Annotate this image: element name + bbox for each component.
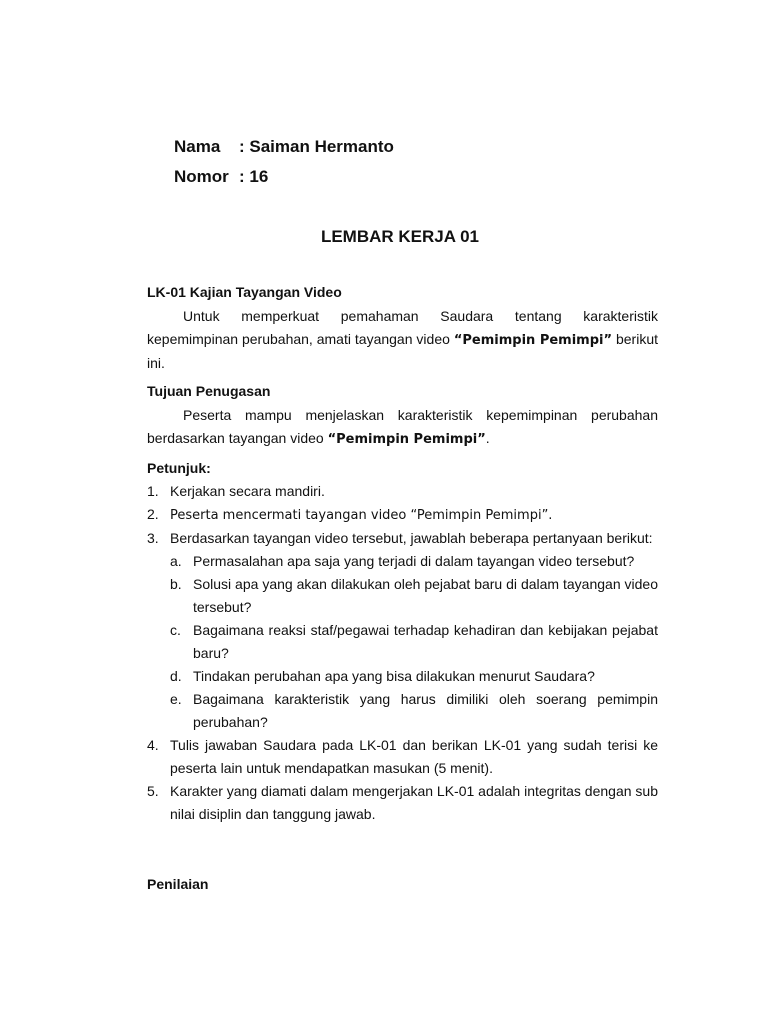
sub-item-text: Bagaimana karakteristik yang harus dimiliki oleh soerang pemimpin perubahan? xyxy=(193,691,658,730)
sub-item-text: Bagaimana reaksi staf/pegawai terhadap kehadiran dan kebijakan pejabat baru? xyxy=(193,622,658,661)
sub-item-letter: c. xyxy=(170,622,181,638)
section-heading-lk01: LK-01 Kajian Tayangan Video xyxy=(147,284,342,300)
paragraph-text-end: berikut ini. xyxy=(147,331,658,371)
list-item-text: Kerjakan secara mandiri. xyxy=(170,483,325,499)
sub-item-letter: a. xyxy=(170,553,182,569)
name-line xyxy=(174,137,394,157)
sub-list-item xyxy=(147,619,658,665)
section-heading-petunjuk: Petunjuk: xyxy=(147,460,211,476)
number-value: : 16 xyxy=(239,167,269,186)
video-title: “Pemimpin Pemimpi” xyxy=(327,432,486,447)
list-item-number: 3. xyxy=(147,530,159,546)
number-line xyxy=(174,167,268,187)
name-label: Nama xyxy=(174,137,221,156)
list-item-text: Berdasarkan tayangan video tersebut, jawablah beberapa pertanyaan berikut: xyxy=(170,530,653,546)
sub-item-text: Permasalahan apa saja yang terjadi di dalam tayangan video tersebut? xyxy=(193,553,635,569)
number-label: Nomor xyxy=(174,167,229,186)
list-item-number: 1. xyxy=(147,483,159,499)
sub-item-text: Tindakan perubahan apa yang bisa dilakukan menurut Saudara? xyxy=(193,668,595,684)
paragraph-text: Peserta mampu menjelaskan karakteristik kepemimpinan perubahan berdasarkan tayangan video xyxy=(147,407,658,446)
list-item xyxy=(147,503,658,527)
list-item-number: 4. xyxy=(147,737,159,753)
page-title: LEMBAR KERJA 01 xyxy=(320,227,480,246)
sub-list-item xyxy=(147,665,658,688)
section-paragraph-lk01 xyxy=(147,305,658,375)
sub-item-letter: d. xyxy=(170,668,182,684)
list-item xyxy=(147,527,658,550)
list-item-number: 5. xyxy=(147,783,159,799)
section-heading-tujuan: Tujuan Penugasan xyxy=(147,383,271,399)
list-item xyxy=(147,480,658,503)
sub-list-item xyxy=(147,688,658,734)
section-paragraph-tujuan xyxy=(147,404,658,451)
sub-item-letter: b. xyxy=(170,576,182,592)
sub-list-item xyxy=(147,550,658,573)
name-value: : Saiman Hermanto xyxy=(239,137,394,156)
section-heading-penilaian: Penilaian xyxy=(147,876,209,892)
list-item xyxy=(147,734,658,780)
video-title: “Pemimpin Pemimpi” xyxy=(453,333,613,348)
list-item-text: Tulis jawaban Saudara pada LK-01 dan berikan LK-01 yang sudah terisi ke peserta lain untuk mendapatkan masukan (5 menit). xyxy=(170,737,658,776)
list-item xyxy=(147,780,658,826)
sub-item-letter: e. xyxy=(170,691,182,707)
list-item-number: 2. xyxy=(147,506,159,522)
list-item-text: Karakter yang diamati dalam mengerjakan LK-01 adalah integritas dengan sub nilai disiplin dan tanggung jawab. xyxy=(170,783,658,822)
list-item-text: Peserta mencermati tayangan video “Pemimpin Pemimpi”. xyxy=(170,508,553,523)
paragraph-text: Untuk memperkuat pemahaman Saudara tentang karakteristik kepemimpinan perubahan, amati tayangan video xyxy=(147,308,658,347)
sub-list-item xyxy=(147,573,658,619)
instruction-list xyxy=(147,480,658,826)
paragraph-text-end: . xyxy=(485,430,490,446)
sub-item-text: Solusi apa yang akan dilakukan oleh pejabat baru di dalam tayangan video tersebut? xyxy=(193,576,658,615)
